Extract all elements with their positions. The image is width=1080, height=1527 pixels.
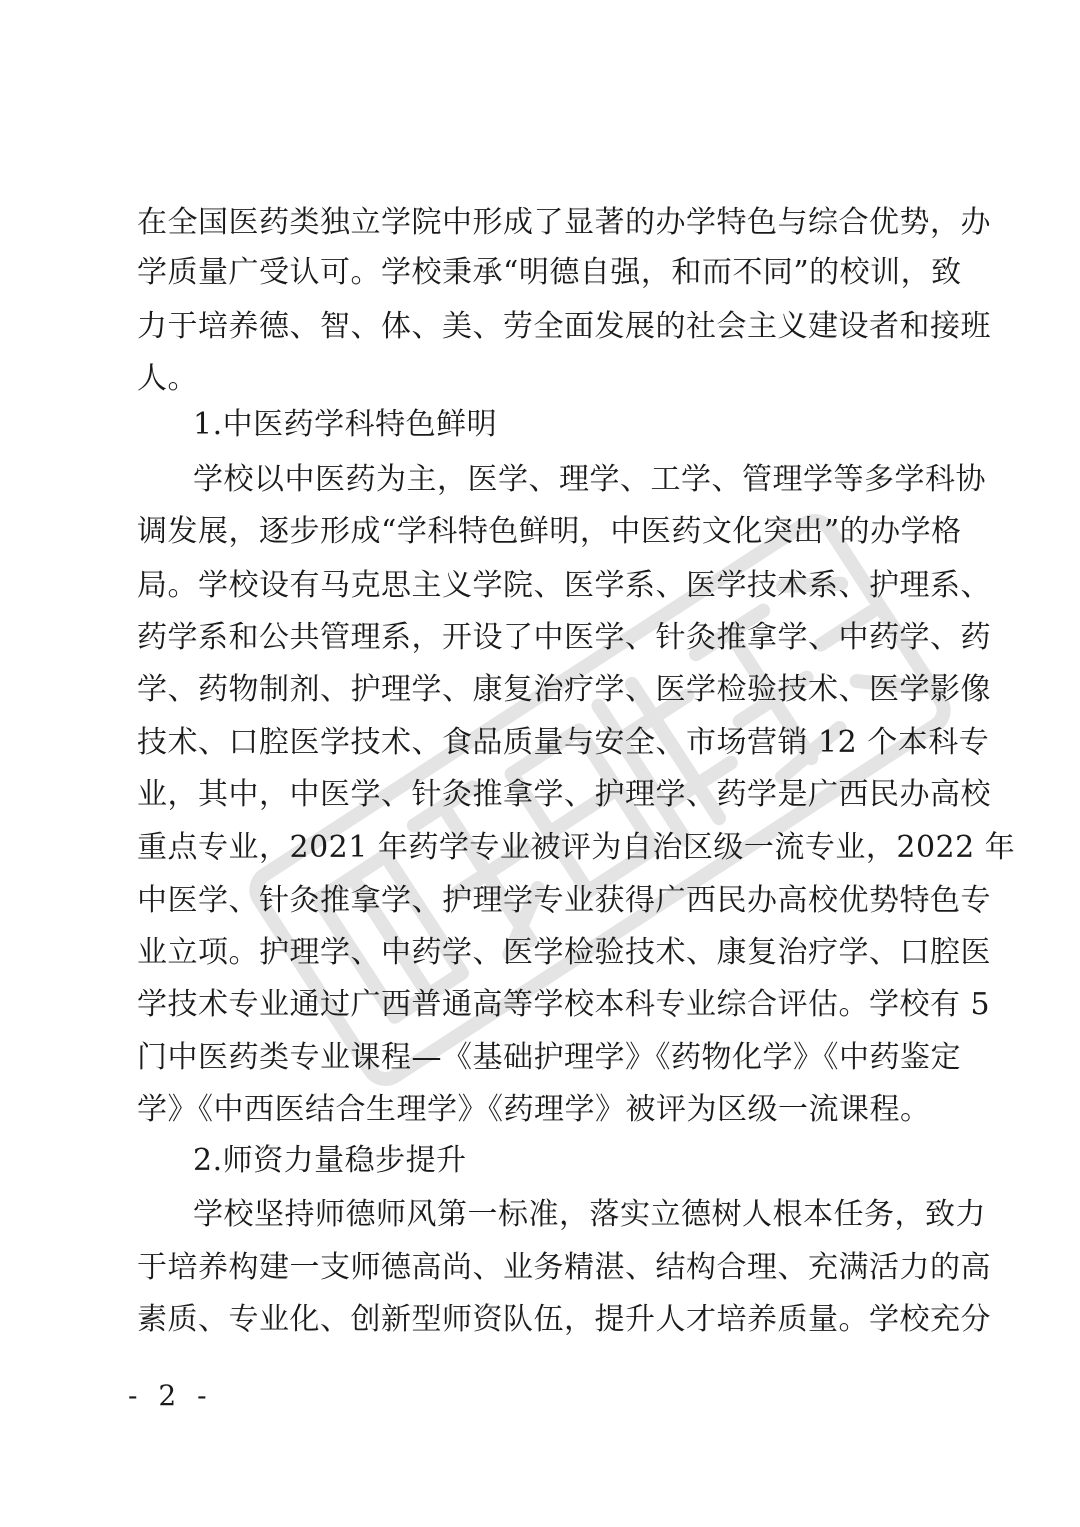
section-heading-1: 1.中医药学科特色鲜明 <box>193 407 498 442</box>
body-line-13: 重点专业，2021 年药学专业被评为自治区级一流专业，2022 年 <box>137 830 1016 865</box>
body-line-16: 学技术专业通过广西普通高等学校本科专业综合评估。学校有 5 <box>137 987 991 1022</box>
body-line-10: 学、药物制剂、护理学、康复治疗学、医学检验技术、医学影像 <box>137 672 991 707</box>
body-line-15: 业立项。护理学、中药学、医学检验技术、康复治疗学、口腔医 <box>137 935 991 970</box>
body-line-7: 调发展，逐步形成“学科特色鲜明，中医药文化突出”的办学格 <box>137 514 962 549</box>
body-line-11: 技术、口腔医学技术、食品质量与安全、市场营销 12 个本科专 <box>137 725 990 760</box>
body-line-18: 学》《中西医结合生理学》《药理学》被评为区级一流课程。 <box>137 1092 931 1127</box>
body-line-9: 药学系和公共管理系，开设了中医学、针灸推拿学、中药学、药 <box>137 620 991 655</box>
body-line-21: 于培养构建一支师德高尚、业务精湛、结构合理、充满活力的高 <box>137 1250 991 1285</box>
body-line-1: 在全国医药类独立学院中形成了显著的办学特色与综合优势，办 <box>137 205 991 240</box>
section-heading-2: 2.师资力量稳步提升 <box>193 1143 467 1178</box>
body-line-17: 门中医药类专业课程—《基础护理学》《药物化学》《中药鉴定 <box>137 1040 961 1075</box>
body-line-3: 力于培养德、智、体、美、劳全面发展的社会主义建设者和接班 <box>137 309 991 344</box>
body-line-22: 素质、专业化、创新型师资队伍，提升人才培养质量。学校充分 <box>137 1302 991 1337</box>
body-line-6: 学校以中医药为主，医学、理学、工学、管理学等多学科协 <box>193 462 986 497</box>
body-line-14: 中医学、针灸推拿学、护理学专业获得广西民办高校优势特色专 <box>137 883 991 918</box>
body-line-8: 局。学校设有马克思主义学院、医学系、医学技术系、护理系、 <box>137 568 991 603</box>
body-line-20: 学校坚持师德师风第一标准，落实立德树人根本任务，致力 <box>193 1197 986 1232</box>
body-line-2: 学质量广受认可。学校秉承“明德自强，和而不同”的校训，致 <box>137 255 962 290</box>
page-number: - 2 - <box>128 1379 213 1412</box>
body-line-4: 人。 <box>137 361 198 396</box>
body-line-12: 业，其中，中医学、针灸推拿学、护理学、药学是广西民办高校 <box>137 777 991 812</box>
